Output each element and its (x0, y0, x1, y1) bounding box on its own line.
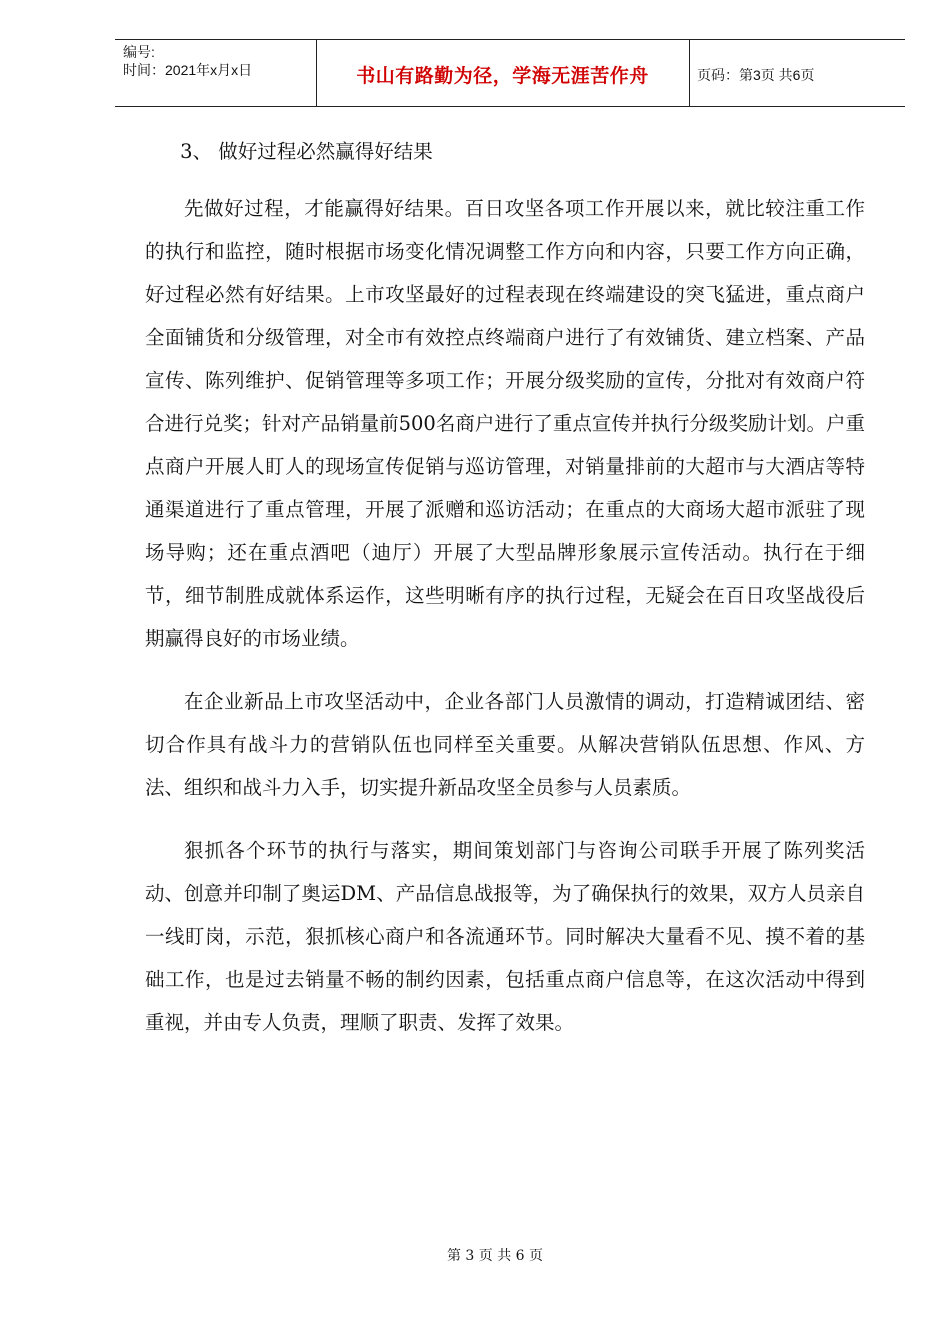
section-heading: 3、 做好过程必然赢得好结果 (180, 140, 433, 163)
paragraph-2: 在企业新品上市攻坚活动中，企业各部门人员激情的调动，打造精诚团结、密切合作具有战斗力的营销队伍也同样至关重要。从解决营销队伍思想、作风、方法、组织和战斗力入手，切实提升新品攻坚全员参与人员素质。 (145, 690, 865, 799)
page-header (115, 39, 905, 107)
paragraph-3: 狠抓各个环节的执行与落实，期间策划部门与咨询公司联手开展了陈列奖活动、创意并印制了奥运DM、产品信息战报等，为了确保执行的效果，双方人员亲自一线盯岗，示范，狠抓核心商户和各流通环节。同时解决大量看不见、摸不着的基础工作，也是过去销量不畅的制约因素，包括重点商户信息等，在这次活动中得到重视，并由专人负责，理顺了职责、发挥了效果。 (145, 839, 865, 1034)
header-bottom-rule (115, 106, 905, 107)
page-footer: 第 3 页 共 6 页 (446, 1248, 544, 1264)
code-label: 编号: (123, 44, 155, 60)
document-body (145, 130, 865, 1044)
paragraph-1: 先做好过程，才能赢得好结果。百日攻坚各项工作开展以来，就比较注重工作的执行和监控，随时根据市场变化情况调整工作方向和内容，只要工作方向正确，好过程必然有好结果。上市攻坚最好的过程表现在终端建设的突飞猛进，重点商户全面铺货和分级管理，对全市有效控点终端商户进行了有效铺货、建立档案、产品宣传、陈列维护、促销管理等多项工作；开展分级奖励的宣传，分批对有效商户符合进行兑奖；针对产品销量前500名商户进行了重点宣传并执行分级奖励计划。户重点商户开展人盯人的现场宣传促销与巡访管理，对销量排前的大超市与大酒店等特通渠道进行了重点管理，开展了派赠和巡访活动；在重点的大商场大超市派驻了现场导购；还在重点酒吧（迪厅）开展了大型品牌形象展示宣传活动。执行在于细节，细节制胜成就体系运作，这些明晰有序的执行过程，无疑会在百日攻坚战役后期赢得良好的市场业绩。 (145, 197, 865, 650)
header-divider-right (689, 39, 690, 107)
time-label: 时间：2021年x月x日 (123, 62, 253, 78)
header-meta (123, 43, 252, 79)
header-top-rule (115, 39, 905, 40)
header-page-info: 页码：第3页 共6页 (697, 67, 815, 83)
header-motto: 书山有路勤为径，学海无涯苦作舟 (356, 65, 649, 87)
